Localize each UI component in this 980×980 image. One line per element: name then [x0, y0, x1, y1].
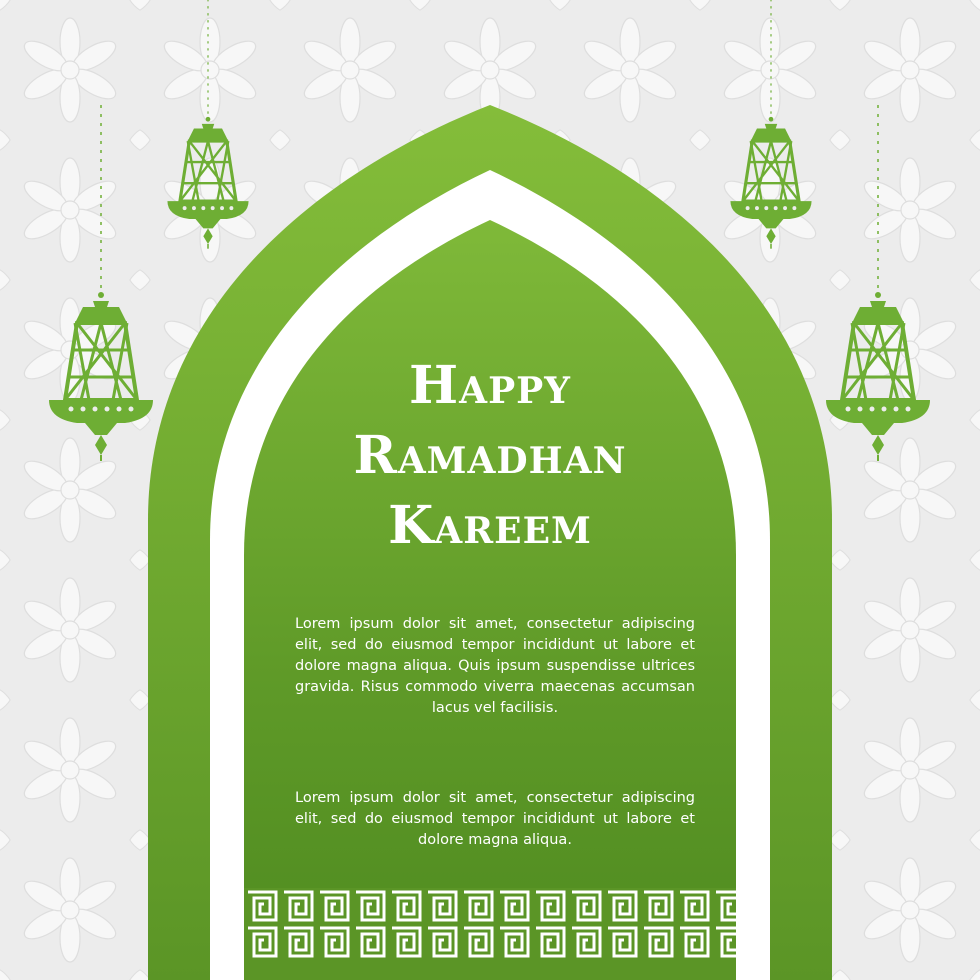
title-ramadhan: Ramadhan — [353, 425, 627, 486]
fret-border — [244, 888, 736, 960]
title-happy: Happy — [409, 355, 571, 416]
title-kareem: Kareem — [388, 495, 592, 556]
body-paragraph-1: Lorem ipsum dolor sit amet, consectetur adipiscing elit, sed do eiusmod tempor incididunt ut labore et dolore magna aliqua. Quis ipsum suspendisse ultrices gravida. Risus commodo viverra maecenas accumsan lacus vel facilisis. — [295, 616, 695, 716]
body-paragraph-2: Lorem ipsum dolor sit amet, consectetur adipiscing elit, sed do eiusmod tempor incididunt ut labore et dolore magna aliqua. — [295, 790, 695, 848]
